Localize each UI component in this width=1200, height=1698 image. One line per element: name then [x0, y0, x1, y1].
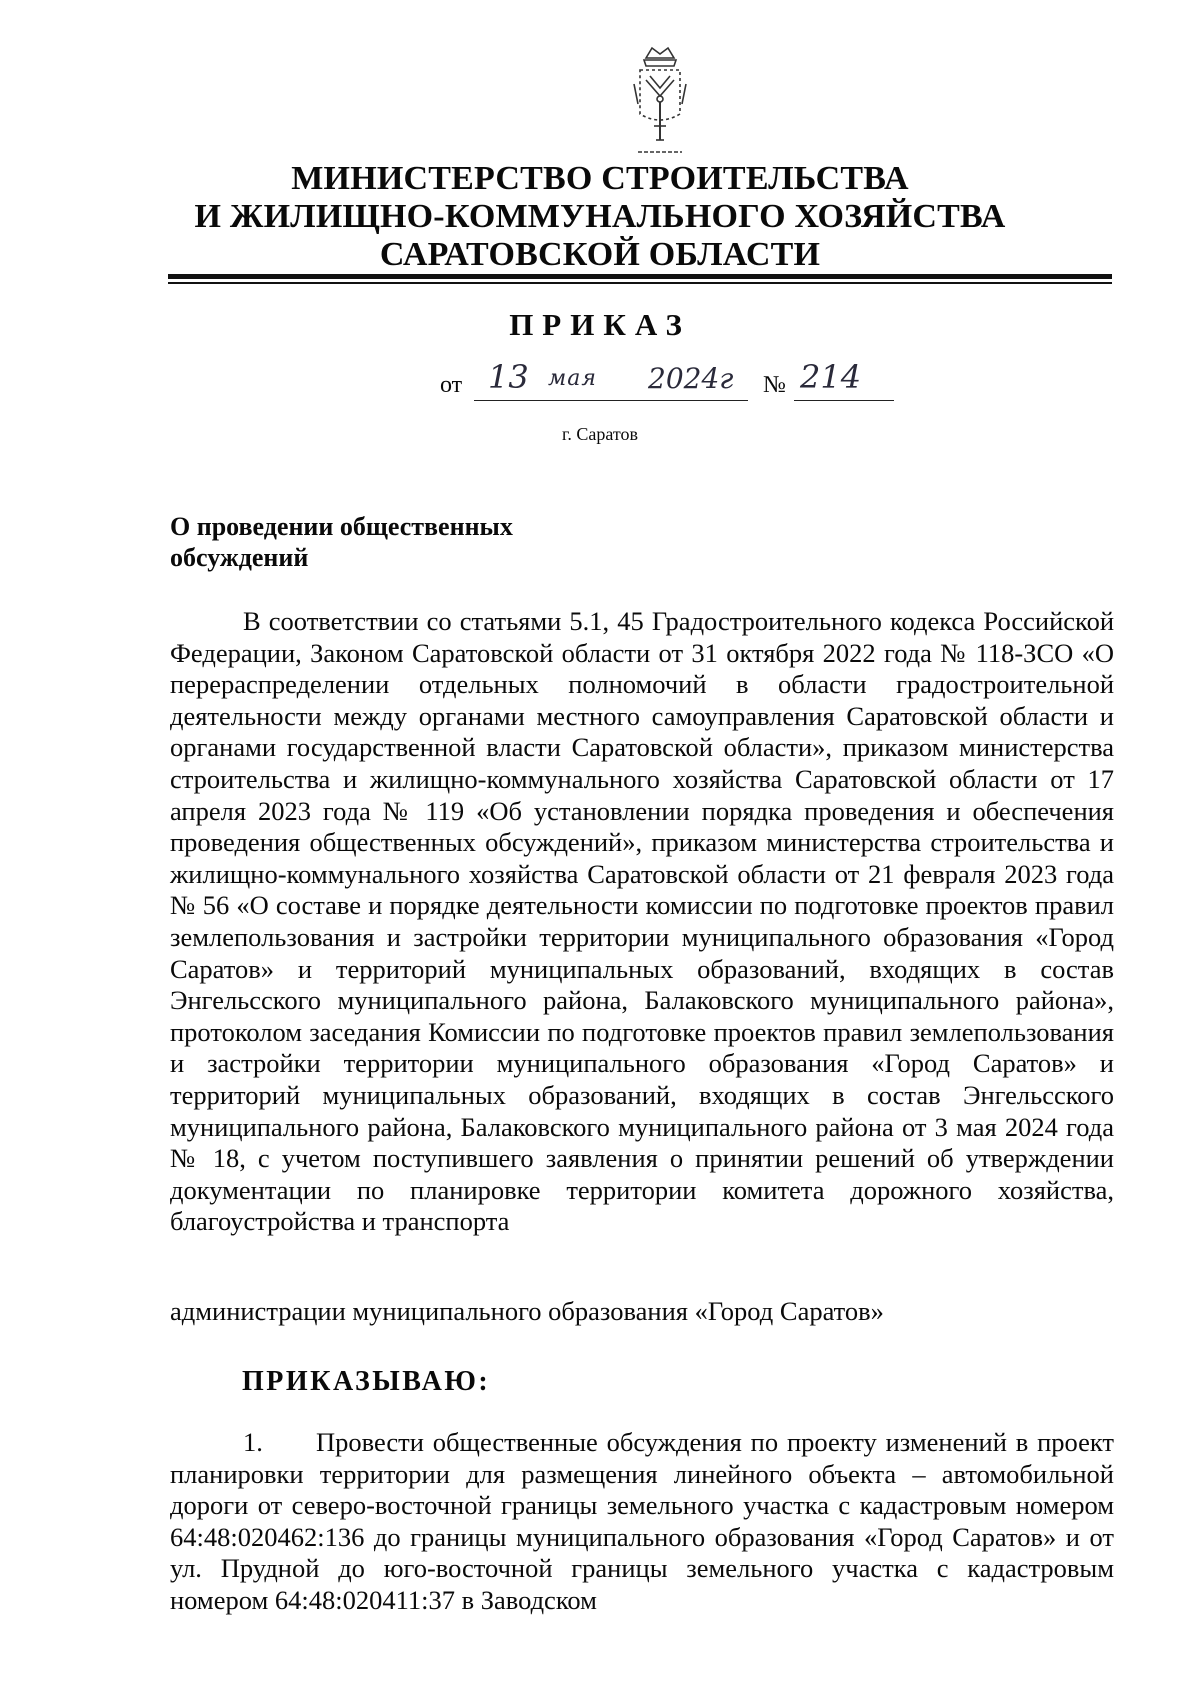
- preamble-paragraph: В соответствии со статьями 5.1, 45 Градостроительного кодекса Российской Федерации, Законом Саратовской области от 31 октября 2022 года № 118-ЗСО «О перераспределении отдельных полномочий в области градостроительной деятельности между органами местного самоуправления Саратовской области и органами государственной власти Саратовской области», приказом министерства строительства и жилищно-коммунального хозяйства Саратовской области от 17 апреля 2023 года № 119 «Об установлении порядка проведения и обеспечения проведения общественных обсуждений», приказом министерства строительства и жилищно-коммунального хозяйства Саратовской области от 21 февраля 2023 года № 56 «О составе и порядке деятельности комиссии по подготовке проектов правил землепользования и застройки территории муниципального образования «Город Саратов» и территорий муниципальных образований, входящих в состав Энгельсского муниципального района, Балаковского муниципального района», протоколом заседания Комиссии по подготовке проектов правил землепользования и застройки территории муниципального образования «Город Саратов» и территорий муниципальных образований, входящих в состав Энгельсского муниципального района, Балаковского муниципального района от 3 мая 2024 года № 18, с учетом поступившего заявления о принятии решений об утверждении документации по планировке территории комитета дорожного хозяйства, благоустройства и транспорта: [170, 606, 1114, 1237]
- item-1-text: Провести общественные обсуждения по проекту изменений в проект планировки территории для размещения линейного объекта – автомобильной дороги от северо-восточной границы земельного участка с кадастровым номером 64:48:020462:136 до границы муниципального образования «Город Саратов» и от ул. Прудной до юго-восточной границы земельного участка с кадастровым номером 64:48:020411:37 в Заводском: [170, 1427, 1114, 1615]
- preamble-paragraph-last-line: администрации муниципального образования «Город Саратов»: [170, 1296, 884, 1326]
- ministry-line-1: МИНИСТЕРСТВО СТРОИТЕЛЬСТВА: [291, 160, 909, 197]
- order-date-number-line: [0, 358, 1200, 402]
- order-title: ПРИКАЗ: [509, 307, 691, 342]
- handwritten-number: 214: [800, 358, 862, 396]
- ministry-name: [170, 160, 1030, 274]
- order-subject: [170, 511, 590, 573]
- number-underline: [794, 400, 894, 401]
- handwritten-day: 13: [488, 358, 529, 396]
- from-label: от: [440, 372, 463, 398]
- header-rule-thick: [168, 274, 1112, 279]
- ministry-line-3: САРАТОВСКОЙ ОБЛАСТИ: [379, 236, 821, 273]
- city-label: г. Саратов: [562, 424, 638, 444]
- ministry-line-2: И ЖИЛИЩНО-КОММУНАЛЬНОГО ХОЗЯЙСТВА: [194, 198, 1006, 235]
- number-label: №: [763, 372, 786, 398]
- header-rule-thin: [168, 282, 1112, 284]
- handwritten-year: 2024г: [648, 362, 734, 395]
- date-underline: [474, 400, 748, 401]
- item-1-number: 1.: [243, 1427, 263, 1457]
- decree-heading: ПРИКАЗЫВАЮ:: [242, 1366, 491, 1397]
- subject-line-1: О проведении общественных: [170, 512, 513, 541]
- handwritten-month: мая: [548, 366, 597, 391]
- saratov-coat-of-arms-icon: [616, 44, 704, 168]
- subject-line-2: обсуждений: [170, 543, 309, 572]
